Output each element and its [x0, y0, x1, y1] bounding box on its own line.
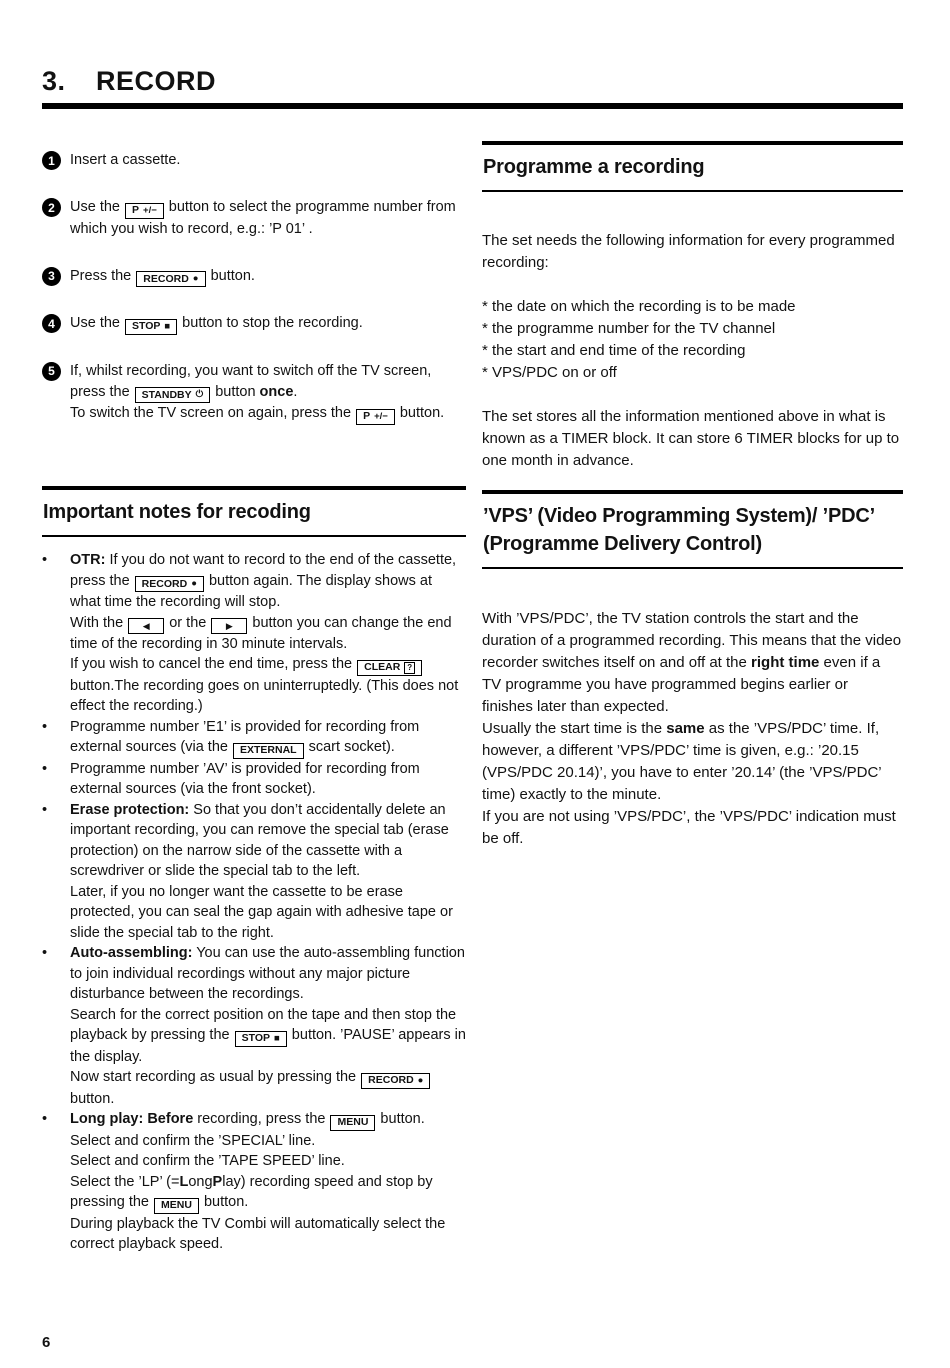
info-item-vps-pdc: * VPS/PDC on or off [482, 364, 617, 381]
bullet-marker: • [42, 552, 48, 568]
step-item-2 [42, 197, 466, 240]
vps-pdc-heading: ’VPS’ (Video Programming System)/ ’PDC’ (Programme Delivery Control) [483, 505, 874, 555]
bullet-marker: • [42, 801, 48, 818]
bullet-text: Programme number ’E1’ is provided for recording from external sources (via the EXTERNAL scart socket). [70, 717, 466, 759]
step-number-badge: 3 [42, 267, 61, 286]
record-button: RECORD ● [135, 576, 204, 592]
programme-recording-section [482, 141, 903, 472]
info-item-start-end-time: * the start and end time of the recording [482, 342, 746, 359]
chapter-title-text: RECORD [96, 66, 217, 96]
important-notes-heading: Important notes for recoding [43, 501, 311, 523]
bullet-text: Programme number ’AV’ is provided for recording from external sources (via the front socket). [70, 760, 420, 797]
menu-button: MENU [330, 1115, 375, 1131]
title-rule [42, 103, 903, 109]
bullet-item-e1 [42, 717, 466, 759]
bullet-marker: • [42, 760, 48, 777]
step-item-5 [42, 361, 466, 425]
bullet-text: Auto-assembling: You can use the auto-assembling function to join individual recordings without any major picture disturbance between the recordings. Search for the correct position on the tape and then stop the playback by pressing the STOP ■ button. ’PAUSE’ appears in the display. Now start recording as usual by pressing the RECORD ● button. [70, 945, 466, 1107]
section-rule-bottom [482, 567, 903, 569]
record-steps [42, 150, 466, 451]
step-text: Use the P +/− button to select the programme number from which you wish to record, e.g.: ’P 01’ . [70, 199, 456, 237]
programme-recording-heading: Programme a recording [483, 156, 705, 178]
step-number-badge: 2 [42, 198, 61, 217]
bullet-marker: • [42, 1111, 48, 1127]
step-item-3 [42, 266, 466, 288]
step-number-badge: 5 [42, 362, 61, 381]
bullet-item-auto-assembling [42, 943, 466, 1109]
record-button: RECORD ● [361, 1073, 430, 1089]
notes-bullet-list [42, 550, 466, 1255]
bullet-item-av [42, 759, 466, 800]
vps-pdc-body: With ’VPS/PDC’, the TV station controls the start and the duration of a programmed recording. This means that the video recorder switches itself on and off at the right time even if a TV programme you have programmed begins earlier or finishes later than expected. Usually the start time is the same as the ’VPS/PDC’ time. If, however, a different ’VPS/PDC’ time is given, e.g.: ’20.15 (VPS/PDC 20.14)’, you have to enter ’20.14’ (the ’VPS/PDC’ time) exactly to the minute. If you are not using ’VPS/PDC’, the ’VPS/PDC’ indication must be off. [482, 610, 902, 847]
step-text: Insert a cassette. [70, 152, 181, 168]
bullet-item-otr [42, 550, 466, 717]
bullet-marker: • [42, 945, 48, 961]
programme-plusminus-button: P +/− [356, 409, 395, 425]
record-button: RECORD ● [136, 271, 205, 287]
step-number-badge: 4 [42, 314, 61, 333]
left-arrow-button: ◀ [128, 618, 164, 634]
bullet-text: OTR: If you do not want to record to the end of the cassette, press the RECORD ● button again. The display shows at what time the recording will stop. With the ◀ or the ▶ button you can change the end time of the recording in 30 minute intervals. If you wish to cancel the end time, press the CLEAR ? button.The recording goes on uninterruptedly. (This does not effect the recording.) [70, 552, 459, 714]
step-item-4 [42, 313, 466, 335]
bullet-marker: • [42, 718, 48, 735]
menu-button: MENU [154, 1198, 199, 1214]
step-text: Press the RECORD ● button. [70, 266, 255, 288]
standby-button: STANDBY ⏻ [135, 387, 211, 403]
stop-button: STOP ■ [235, 1031, 287, 1047]
step-text: If, whilst recording, you want to switch off the TV screen, press the STANDBY ⏻ button once. To switch the TV screen on again, press the P +/− button. [70, 361, 466, 425]
step-item-1 [42, 150, 466, 171]
page-number: 6 [42, 1334, 51, 1351]
right-arrow-button: ▶ [211, 618, 247, 634]
clear-button: CLEAR ? [357, 660, 422, 676]
vps-pdc-section [482, 490, 903, 850]
bullet-text: Long play: Before recording, press the MENU button. Select and confirm the ’SPECIAL’ line. Select and confirm the ’TAPE SPEED’ line. Select the ’LP’ (=LongPlay) recording speed and stop by pressing the MENU button. During playback the TV Combi will automatically select the correct playback speed. [70, 1111, 446, 1252]
external-socket-label: EXTERNAL [233, 743, 304, 759]
step-number-badge: 1 [42, 151, 61, 170]
info-item-programme-number: * the programme number for the TV channel [482, 320, 776, 337]
timer-block-paragraph: The set stores all the information mentioned above in what is known as a TIMER block. It can store 6 TIMER blocks for up to one month in advance. [482, 408, 900, 469]
bullet-item-erase-protection [42, 800, 466, 944]
stop-button: STOP ■ [125, 319, 177, 335]
important-notes-section [42, 486, 466, 1255]
step-text: Use the STOP ■ button to stop the recording. [70, 313, 363, 335]
chapter-title [42, 66, 216, 97]
bullet-item-long-play [42, 1109, 466, 1255]
programme-plusminus-button: P +/− [125, 203, 164, 219]
timer-info-list [482, 296, 903, 384]
chapter-number: 3. [42, 66, 66, 96]
bullet-text: Erase protection: So that you don’t accidentally delete an important recording, you can remove the special tab (erase protection) on the narrow side of the cassette with a screwdriver or slide the special tab to the left. Later, if you no longer want the cassette to be erase protected, you can seal the gap again with adhesive tape or slide the special tab to the right. [70, 801, 453, 941]
info-item-date: * the date on which the recording is to be made [482, 298, 796, 315]
section-rule-bottom [482, 190, 903, 192]
section-rule-bottom [42, 535, 466, 537]
programme-intro-paragraph: The set needs the following information for every programmed recording: [482, 232, 895, 271]
